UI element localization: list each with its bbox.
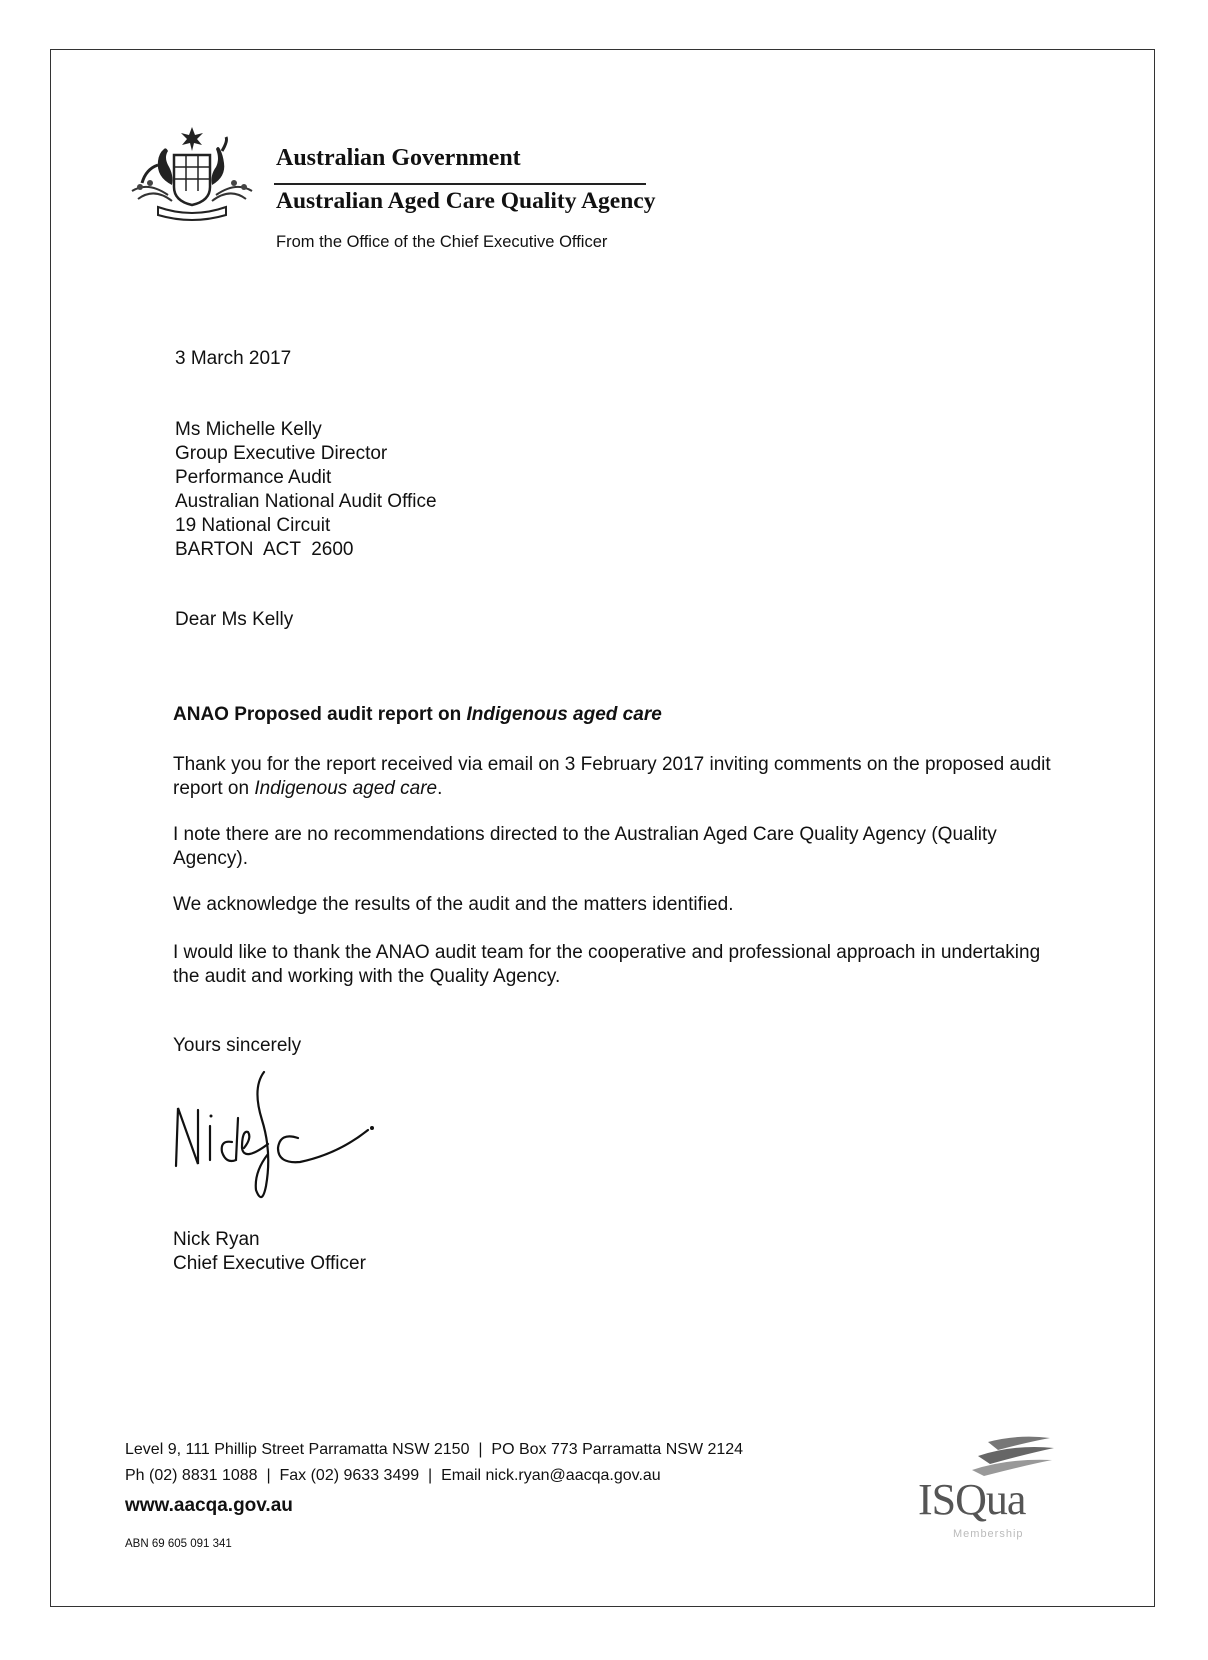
closing: Yours sincerely	[173, 1035, 302, 1056]
para1-italic: Indigenous aged care	[254, 778, 438, 799]
letterhead-government: Australian Government	[276, 145, 521, 171]
signer-title: Chief Executive Officer	[173, 1253, 366, 1274]
recipient-line: Ms Michelle Kelly	[175, 419, 322, 440]
paragraph-3: We acknowledge the results of the audit and the matters identified.	[173, 894, 734, 915]
letterhead-office: From the Office of the Chief Executive Officer	[276, 233, 608, 251]
isqua-logo: ISQua	[918, 1475, 1026, 1524]
footer-abn: ABN 69 605 091 341	[125, 1538, 232, 1550]
signature-icon	[168, 1068, 400, 1208]
recipient-line: BARTON ACT 2600	[175, 539, 354, 560]
para1-end: .	[437, 778, 443, 799]
coat-of-arms-icon	[128, 125, 256, 225]
paragraph-1	[173, 753, 1053, 801]
letter-date: 3 March 2017	[175, 348, 292, 369]
isqua-swoosh-icon	[968, 1432, 1056, 1478]
recipient-line: Group Executive Director	[175, 443, 388, 464]
footer-website: www.aacqa.gov.au	[125, 1495, 293, 1516]
salutation: Dear Ms Kelly	[175, 609, 294, 630]
recipient-line: Performance Audit	[175, 467, 332, 488]
footer-address: Level 9, 111 Phillip Street Parramatta NSW 2150 | PO Box 773 Parramatta NSW 2124	[125, 1441, 744, 1458]
paragraph-2: I note there are no recommendations directed to the Australian Aged Care Quality Agency (Quality Agency).	[173, 824, 997, 869]
para1-text: Thank you for the report received via email on 3 February 2017 inviting comments on the proposed audit report on	[173, 754, 1051, 799]
letterhead-divider	[274, 183, 646, 185]
letterhead-agency: Australian Aged Care Quality Agency	[276, 188, 656, 214]
subject-prefix: ANAO Proposed audit report on	[173, 704, 467, 725]
signer-block	[173, 1228, 366, 1276]
recipient-address	[175, 418, 437, 562]
subject-italic: Indigenous aged care	[466, 704, 662, 725]
footer-contact: Ph (02) 8831 1088 | Fax (02) 9633 3499 | Email nick.ryan@aacqa.gov.au	[125, 1467, 661, 1484]
paragraph-4: I would like to thank the ANAO audit team for the cooperative and professional approach in undertaking the audit and working with the Quality Agency.	[173, 942, 1041, 987]
signer-name: Nick Ryan	[173, 1229, 260, 1250]
letter-subject	[173, 703, 662, 727]
recipient-line: Australian National Audit Office	[175, 491, 437, 512]
recipient-line: 19 National Circuit	[175, 515, 331, 536]
isqua-membership: Membership	[953, 1528, 1024, 1540]
